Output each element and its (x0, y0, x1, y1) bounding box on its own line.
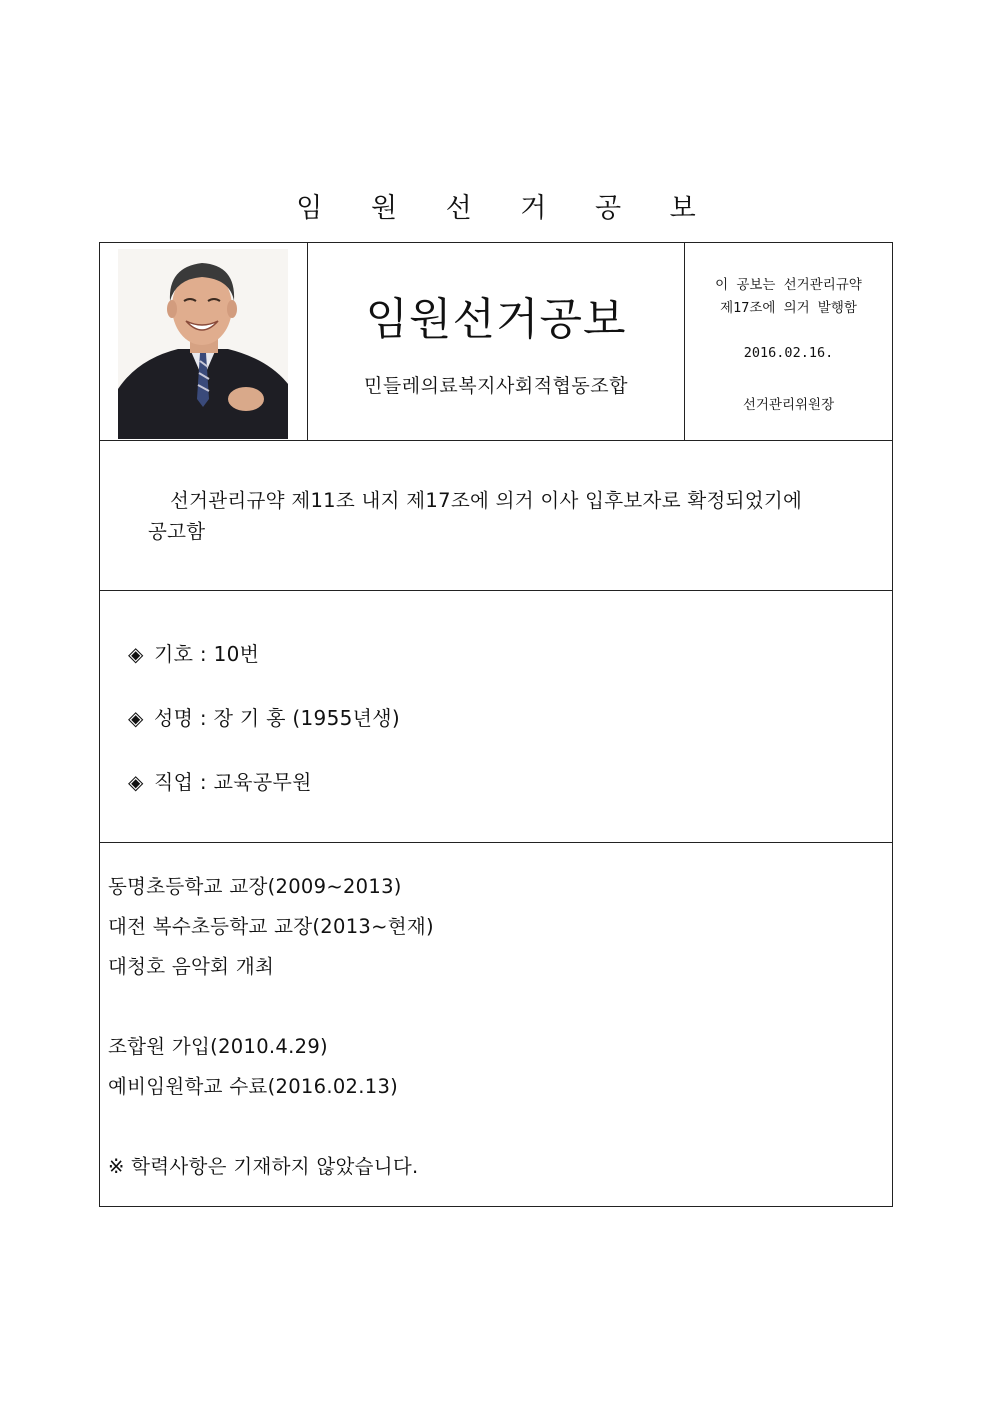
candidate-photo (118, 249, 288, 439)
career-item: 예비임원학교 수료(2016.02.13) (108, 1075, 399, 1098)
notice-date: 2016.02.16. (743, 345, 834, 361)
bulletin-heading: 임원선거공보 (365, 294, 627, 345)
candidate-name-text: 성명 : 장 기 홍 (1955년생) (154, 706, 400, 730)
candidate-number-text: 기호 : 10번 (154, 642, 260, 666)
issuance-notice (685, 243, 892, 441)
announcement-line: 선거관리규약 제11조 내지 제17조에 의거 이사 입후보자로 확정되었기에 (170, 489, 803, 512)
announcement (148, 485, 852, 547)
notice-line: 이 공보는 선거관리규약 (715, 277, 862, 293)
diamond-bullet-icon: ◈ (128, 706, 144, 730)
candidate-number (128, 638, 259, 667)
career-item: 대전 복수초등학교 교장(2013~현재) (108, 915, 434, 938)
candidate-occupation (128, 766, 312, 795)
candidate-name (128, 702, 400, 731)
divider (100, 842, 892, 843)
divider (100, 590, 892, 591)
diamond-bullet-icon: ◈ (128, 770, 144, 794)
page-title: 임 원 선 거 공 보 (296, 193, 716, 224)
organization-name: 민들레의료복지사회적협동조합 (364, 375, 628, 397)
career-item: 동명초등학교 교장(2009~2013) (108, 875, 402, 898)
diamond-bullet-icon: ◈ (128, 642, 144, 666)
career-item: 조합원 가입(2010.4.29) (108, 1035, 328, 1058)
election-bulletin-table (99, 242, 893, 1207)
notice-issuer: 선거관리위원장 (742, 397, 835, 413)
career-item: 대청호 음악회 개최 (108, 955, 275, 978)
notice-line: 제17조에 의거 발행함 (720, 300, 857, 316)
photo-cell (100, 243, 307, 441)
education-note: ※ 학력사항은 기재하지 않았습니다. (108, 1155, 419, 1178)
candidate-occupation-text: 직업 : 교육공무원 (154, 770, 312, 794)
announcement-line: 공고함 (148, 520, 206, 543)
